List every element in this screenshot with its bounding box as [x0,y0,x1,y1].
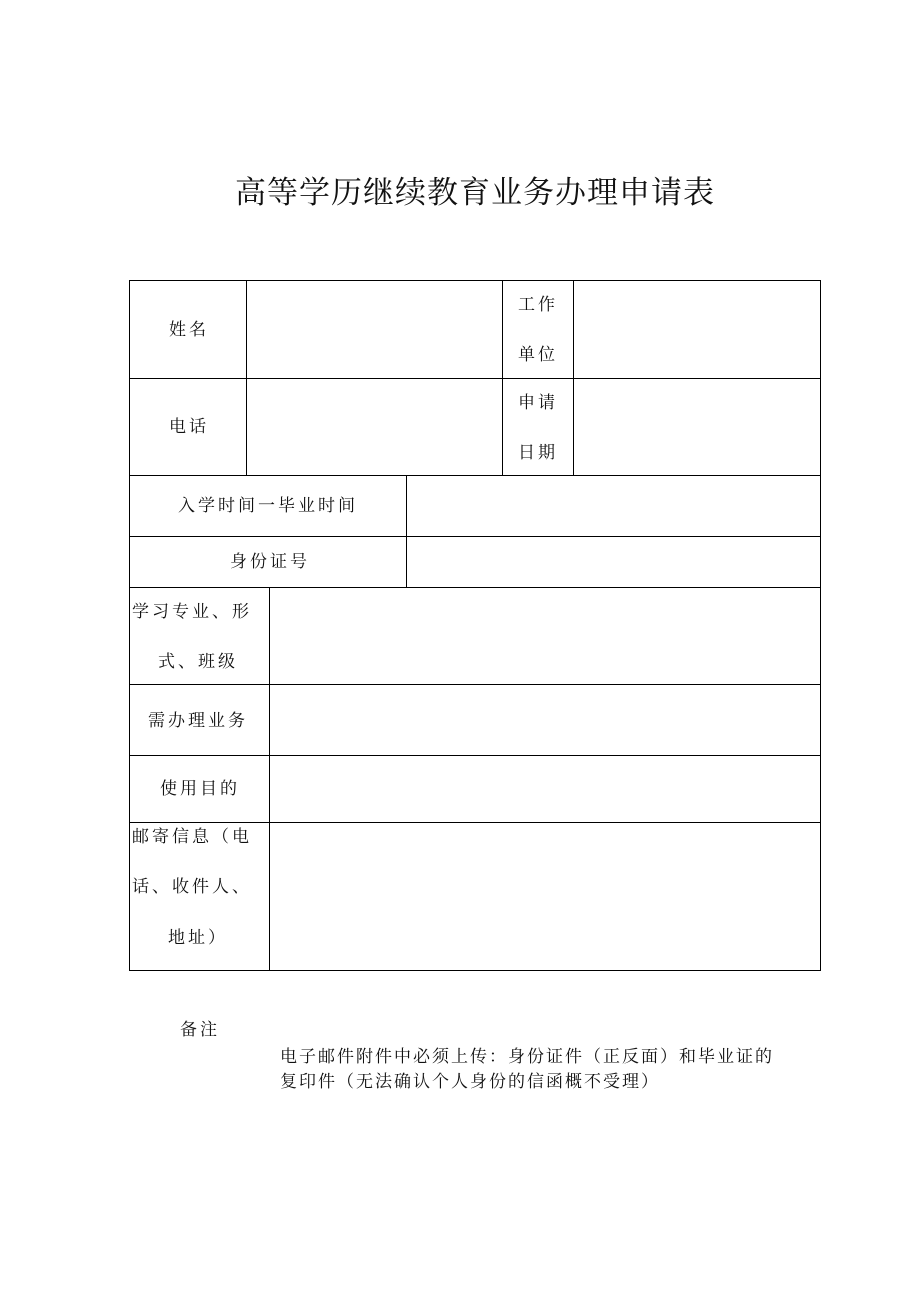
business-label: 需办理业务 [148,711,248,731]
major-label: 学习专业、形 [132,602,252,622]
page-title: 高等学历继续教育业务办理申请表 [235,175,715,211]
name-label: 姓名 [169,320,209,340]
work-unit-label: 单位 [518,345,558,365]
column-divider [502,280,503,476]
apply-date-label: 申请 [518,393,558,413]
phone-label: 电话 [169,417,209,437]
purpose-field[interactable] [270,756,820,822]
business-field[interactable] [270,685,820,755]
mail-info-field[interactable] [270,823,820,970]
mail-info-label: 话、收件人、 [132,877,252,897]
phone-field[interactable] [247,379,502,475]
major-label: 式、班级 [158,652,238,672]
enroll-graduation-field[interactable] [407,476,820,536]
mail-info-label: 邮寄信息（电 [132,827,252,847]
id-number-label: 身份证号 [230,552,310,572]
purpose-label: 使用目的 [160,779,240,799]
id-number-field[interactable] [407,537,820,587]
work-unit-field[interactable] [574,281,820,378]
apply-date-field[interactable] [574,379,820,475]
work-unit-label: 工作 [518,295,558,315]
name-field[interactable] [247,281,502,378]
mail-info-label: 地址） [168,928,228,948]
apply-date-label: 日期 [518,443,558,463]
major-field[interactable] [270,588,820,684]
enroll-graduation-label: 入学时间一毕业时间 [178,496,358,516]
note-text: 电子邮件附件中必须上传：身份证件（正反面）和毕业证的复印件（无法确认个人身份的信函概不受理） [280,1047,774,1092]
note-label: 备注 [180,1020,220,1040]
